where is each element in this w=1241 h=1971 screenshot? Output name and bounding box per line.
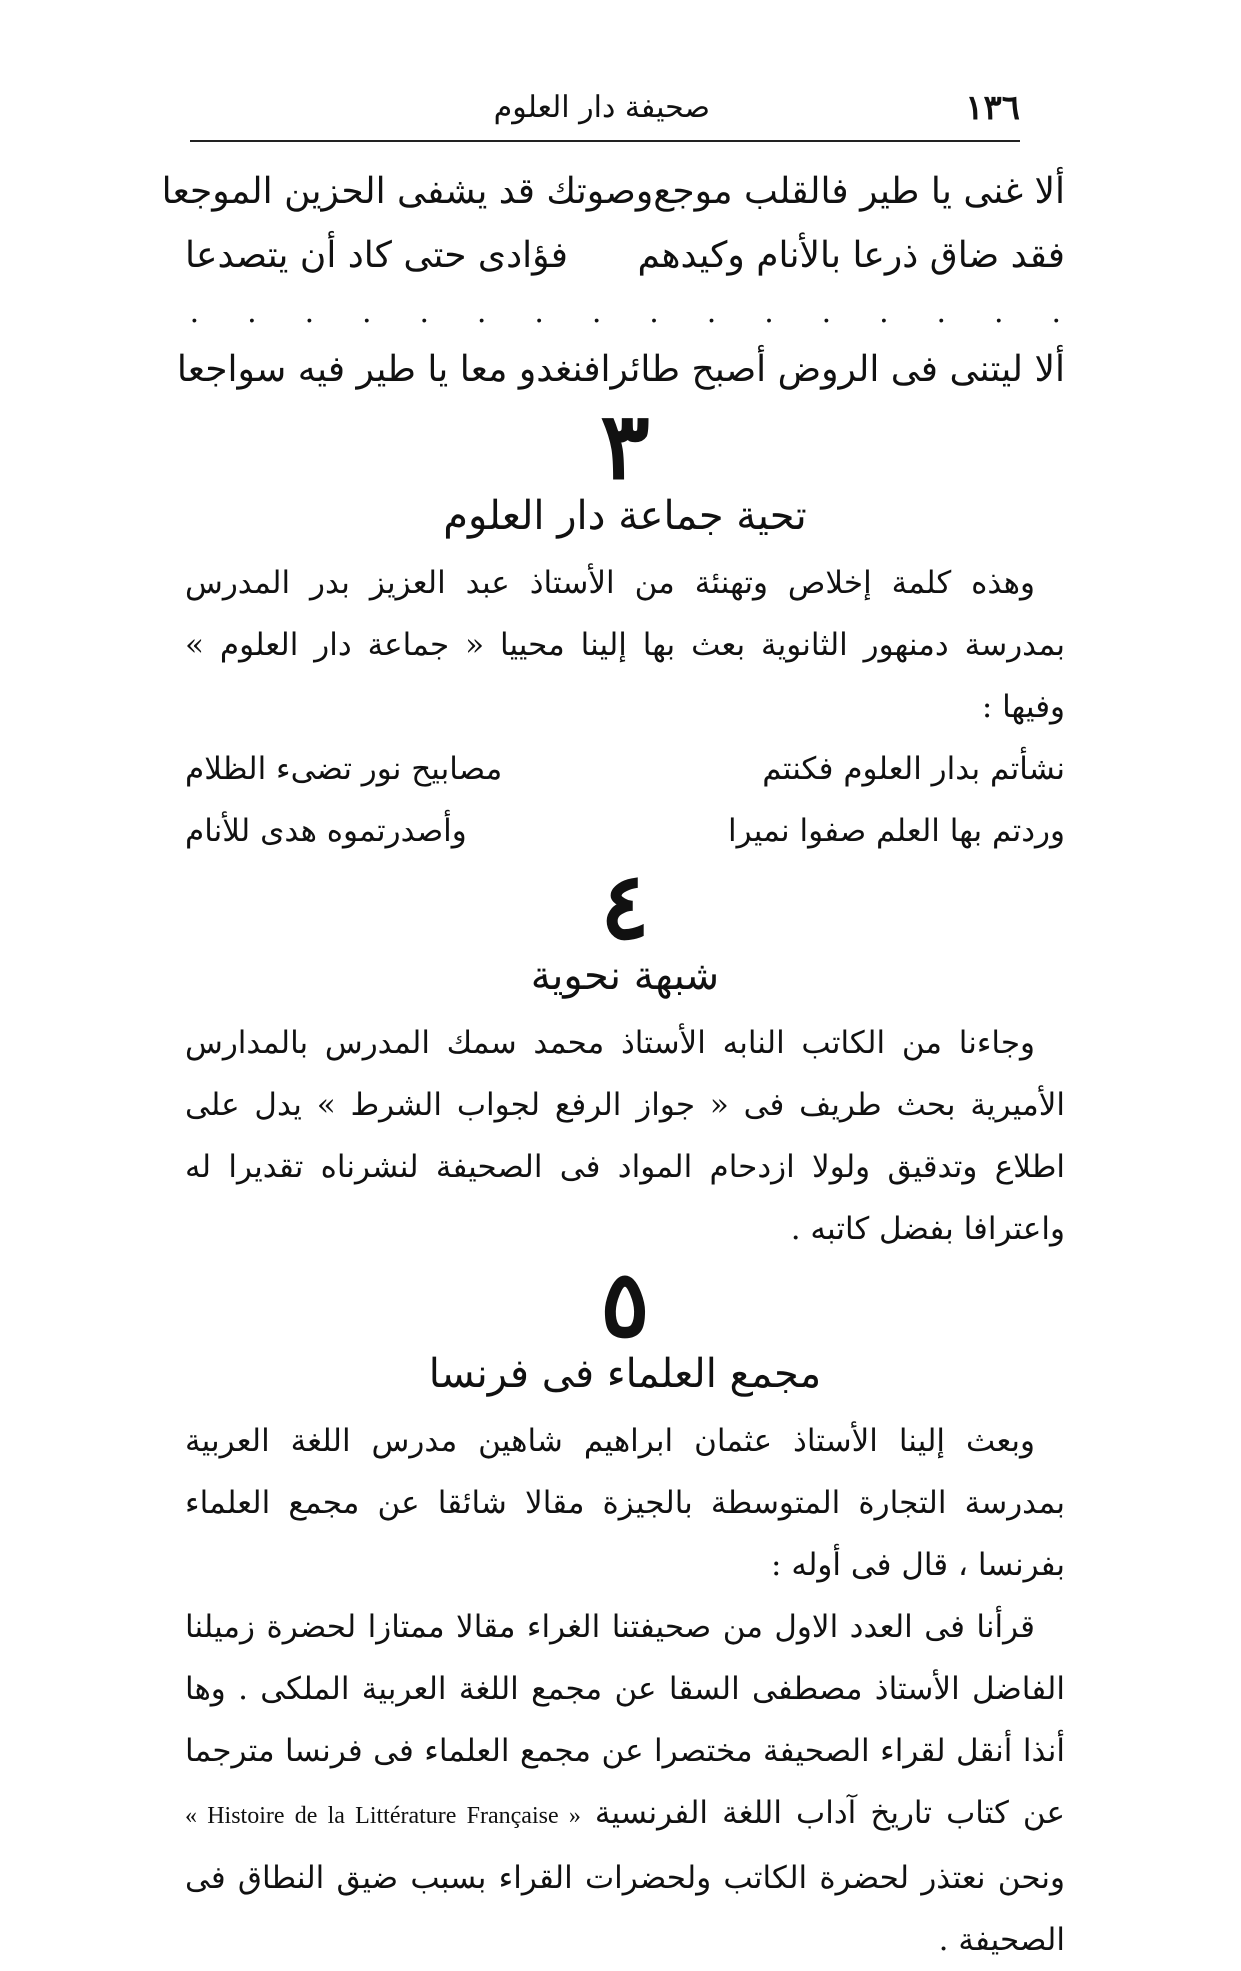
section-title: تحية جماعة دار العلوم — [443, 493, 807, 539]
dot: . — [247, 295, 257, 330]
hemistich-right: ألا غنى يا طير فالقلب موجع — [653, 171, 1065, 212]
dot: . — [534, 295, 544, 330]
hemistich-right: ألا ليتنى فى الروض أصبح طائرا — [600, 349, 1065, 390]
section-3 — [185, 392, 1065, 862]
dot: . — [649, 295, 659, 330]
paragraph-text: قرأنا فى العدد الاول من صحيفتنا الغراء مقالا ممتازا لحضرة زميلنا الفاضل الأستاذ مصطفى السقا عن مجمع اللغة العربية الملكى . وها أنذا أنقل لقراء الصحيفة مختصرا عن مجمع العلماء فى فرنسا مترجما عن كتاب تاريخ آداب اللغة الفرنسية — [185, 1609, 1065, 1831]
section-title: شبهة نحوية — [530, 953, 720, 999]
poem-1 — [161, 160, 1065, 402]
hemistich-left: مصابيح نور تضىء الظلام — [185, 751, 503, 787]
hemistich-right: وردتم بها العلم صفوا نميرا — [728, 813, 1065, 849]
section-number: ٣ — [600, 392, 650, 500]
dot: . — [821, 295, 832, 330]
section-4 — [185, 852, 1065, 1260]
hemistich-left: فؤادى حتى كاد أن يتصدعا — [185, 235, 568, 276]
paragraph: وهذه كلمة إخلاص وتهنئة من الأستاذ عبد العزيز بدر المدرس بمدرسة دمنهور الثانوية بعث بها إلينا محييا « جماعة دار العلوم » وفيها : — [185, 565, 1065, 725]
dot: . — [936, 295, 947, 330]
ellipsis-row — [185, 288, 1065, 338]
verse — [185, 738, 1065, 800]
section-5 — [185, 1250, 1065, 1971]
paragraph: وبعث إلينا الأستاذ عثمان ابراهيم شاهين مدرس اللغة العربية بمدرسة التجارة المتوسطة بالجيزة مقالا شائقا عن مجمع العلماء بفرنسا ، قال فى أوله : — [185, 1423, 1065, 1583]
dot: . — [879, 295, 889, 330]
dot: . — [189, 295, 200, 330]
page-number: ١٣٦ — [965, 88, 1020, 128]
dot: . — [476, 295, 487, 330]
verse — [185, 224, 1065, 288]
paragraph-text-end: ونحن نعتذر لحضرة الكاتب ولحضرات القراء بسبب ضيق النطاق فى الصحيفة . — [185, 1860, 1065, 1958]
verse — [161, 160, 1065, 224]
paragraph: وجاءنا من الكاتب النابه الأستاذ محمد سمك المدرس بالمدارس الأميرية بحث طريف فى « جواز الرفع لجواب الشرط » يدل على اطلاع وتدقيق ولولا ازدحام المواد فى الصحيفة لنشرناه تقديرا له واعترافا بفضل كاتبه . — [185, 1025, 1065, 1247]
dot: . — [764, 295, 774, 330]
hemistich-right: نشأتم بدار العلوم فكنتم — [762, 751, 1065, 787]
running-title: صحيفة دار العلوم — [493, 90, 710, 125]
paragraph — [185, 1596, 1065, 1971]
dot: . — [419, 295, 430, 330]
dot: . — [706, 295, 717, 330]
section-title: مجمع العلماء فى فرنسا — [428, 1351, 822, 1397]
hemistich-right: فقد ضاق ذرعا بالأنام وكيدهم — [637, 235, 1065, 276]
hemistich-left: وأصدرتموه هدى للأنام — [185, 813, 467, 849]
page-body — [161, 160, 1065, 1971]
dot: . — [304, 295, 315, 330]
hemistich-left: فنغدو معا يا طير فيه سواجعا — [176, 349, 601, 390]
dot: . — [1051, 295, 1061, 330]
dot: . — [362, 295, 372, 330]
dot: . — [591, 295, 602, 330]
page-header — [190, 88, 1020, 132]
section-number: ٥ — [600, 1250, 650, 1358]
dot: . — [994, 295, 1004, 330]
header-rule — [190, 140, 1020, 142]
hemistich-left: وصوتك قد يشفى الحزين الموجعا — [161, 171, 654, 212]
section-number: ٤ — [600, 852, 650, 960]
latin-book-title: « Histoire de la Littérature Française » — [185, 1803, 581, 1829]
